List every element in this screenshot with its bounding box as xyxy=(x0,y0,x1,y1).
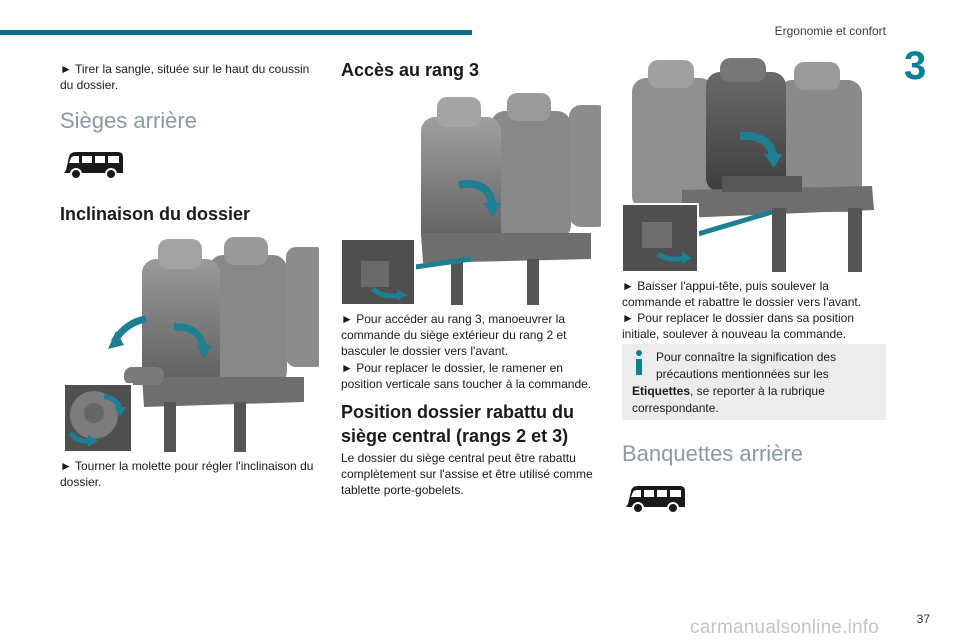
intro-step: ► Tirer la sangle, située sur le haut du coussin du dossier. xyxy=(60,62,310,92)
section-title-rear-benches: Banquettes arrière xyxy=(622,441,803,466)
title-folded-backrest: Position dossier rabattu du siège central (rangs 2 et 3) xyxy=(341,402,575,446)
minibus-icon xyxy=(60,148,126,182)
subsection-title-recline: Inclinaison du dossier xyxy=(60,204,251,224)
info-line-4: correspondante. xyxy=(632,401,719,415)
info-line-1: Pour connaître la signification des xyxy=(656,350,837,364)
folded-backrest-body: Le dossier du siège central peut être rabattu complètement sur l'assise et être utilisé comme tablette porte-gobelets. xyxy=(341,451,593,497)
title-row3-access: Accès au rang 3 xyxy=(341,60,480,80)
info-text xyxy=(632,349,880,417)
row3-step-1: ► Pour accéder au rang 3, manoeuvrer la commande du siège extérieur du rang 2 et basculer le dossier vers l'avant. xyxy=(341,312,567,358)
page-number: 37 xyxy=(916,612,930,626)
recline-step: ► Tourner la molette pour régler l'inclinaison du dossier. xyxy=(60,459,314,489)
row3-access-illustration xyxy=(341,93,601,305)
header-accent-bar xyxy=(0,30,472,35)
info-line-3: , se reporter à la rubrique xyxy=(690,384,825,398)
minibus-icon xyxy=(622,482,688,516)
seat-recline-illustration xyxy=(64,237,319,452)
info-line-2: précautions mentionnées sur les xyxy=(656,367,829,381)
row3-step-2: ► Pour replacer le dossier, le ramener en position verticale sans toucher à la commande. xyxy=(341,361,592,391)
central-seat-fold-illustration xyxy=(622,58,884,272)
chapter-number: 3 xyxy=(904,44,927,88)
running-header: Ergonomie et confort xyxy=(774,24,886,38)
info-labels-link-text: Etiquettes xyxy=(632,384,691,398)
watermark: carmanualsonline.info xyxy=(690,617,880,638)
fold-step-2: ► Pour replacer le dossier dans sa position initiale, soulever à nouveau la commande. xyxy=(622,311,854,341)
fold-step-1: ► Baisser l'appui-tête, puis soulever la commande et rabattre le dossier vers l'avant. xyxy=(622,279,862,309)
section-title-rear-seats: Sièges arrière xyxy=(60,108,197,133)
